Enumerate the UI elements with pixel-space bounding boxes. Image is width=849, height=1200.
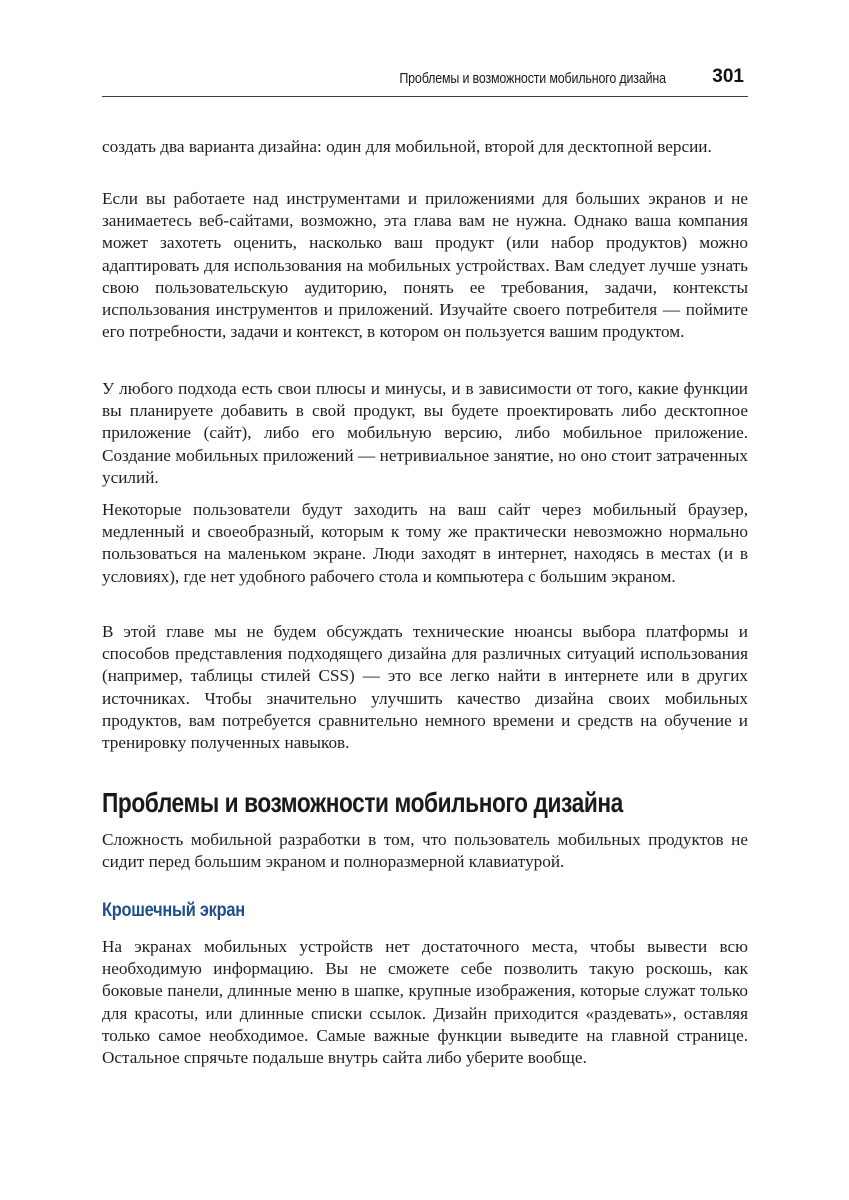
section-intro: Сложность мобильной разработки в том, что пользователь мобильных продуктов не сидит перед большим экраном и полноразмерной клавиатурой. xyxy=(102,830,748,872)
running-title: Проблемы и возможности мобильного дизайна xyxy=(399,71,666,87)
paragraph-1: создать два варианта дизайна: один для мобильной, второй для десктопной версии. xyxy=(102,137,712,156)
subsection-body: На экранах мобильных устройств нет достаточного места, чтобы вывести всю необходимую информацию. Вы не сможете себе позволить такую роскошь, как боковые панели, длинные меню в шапке, крупные изображения, которые служат только для красоты, или длинные списки ссылок. Дизайн приходится «раздевать», оставляя только самое необходимое. Самые важные функции выведите на главной странице. Остальное спрячьте подальше внутрь сайта либо уберите вообще. xyxy=(102,937,748,1068)
paragraph-4: Некоторые пользователи будут заходить на ваш сайт через мобильный браузер, медленный и своеобразный, которым к тому же практически невозможно нормально пользоваться на маленьком экране. Люди заходят в интернет, находясь в местах (и в условиях), где нет удобного рабочего стола и компьютера с большим экраном. xyxy=(102,500,748,586)
paragraph-2: Если вы работаете над инструментами и приложениями для больших экранов и не занимаетесь веб-сайтами, возможно, эта глава вам не нужна. Однако ваша компания может захотеть оценить, насколько ваш продукт (или набор продуктов) можно адаптировать для использования на мобильных устройствах. Вам следует лучше узнать свою пользовательскую аудиторию, понять ее требования, задачи, контексты использования инструментов и приложений. Изучайте своего потребителя — поймите его потребности, задачи и контекст, в котором он пользуется вашим продуктом. xyxy=(102,189,748,342)
section-heading: Проблемы и возможности мобильного дизайна xyxy=(102,787,623,818)
subsection-heading: Крошечный экран xyxy=(102,899,245,921)
running-header xyxy=(102,64,748,97)
page-number: 301 xyxy=(712,66,744,87)
paragraph-5: В этой главе мы не будем обсуждать технические нюансы выбора платформы и способов представления подходящего дизайна для различных ситуаций использования (например, таблицы стилей CSS) — это все легко найти в интернете или в других источниках. Чтобы значительно улучшить качество дизайна своих мобильных продуктов, вам потребуется сравнительно немного времени и средств на обучение и тренировку полученных навыков. xyxy=(102,622,748,753)
paragraph-3: У любого подхода есть свои плюсы и минусы, и в зависимости от того, какие функции вы планируете добавить в свой продукт, вы будете проектировать либо десктопное приложение (сайт), либо его мобильную версию, либо мобильное приложение. Создание мобильных приложений — нетривиальное занятие, но оно стоит затраченных усилий. xyxy=(102,379,748,487)
